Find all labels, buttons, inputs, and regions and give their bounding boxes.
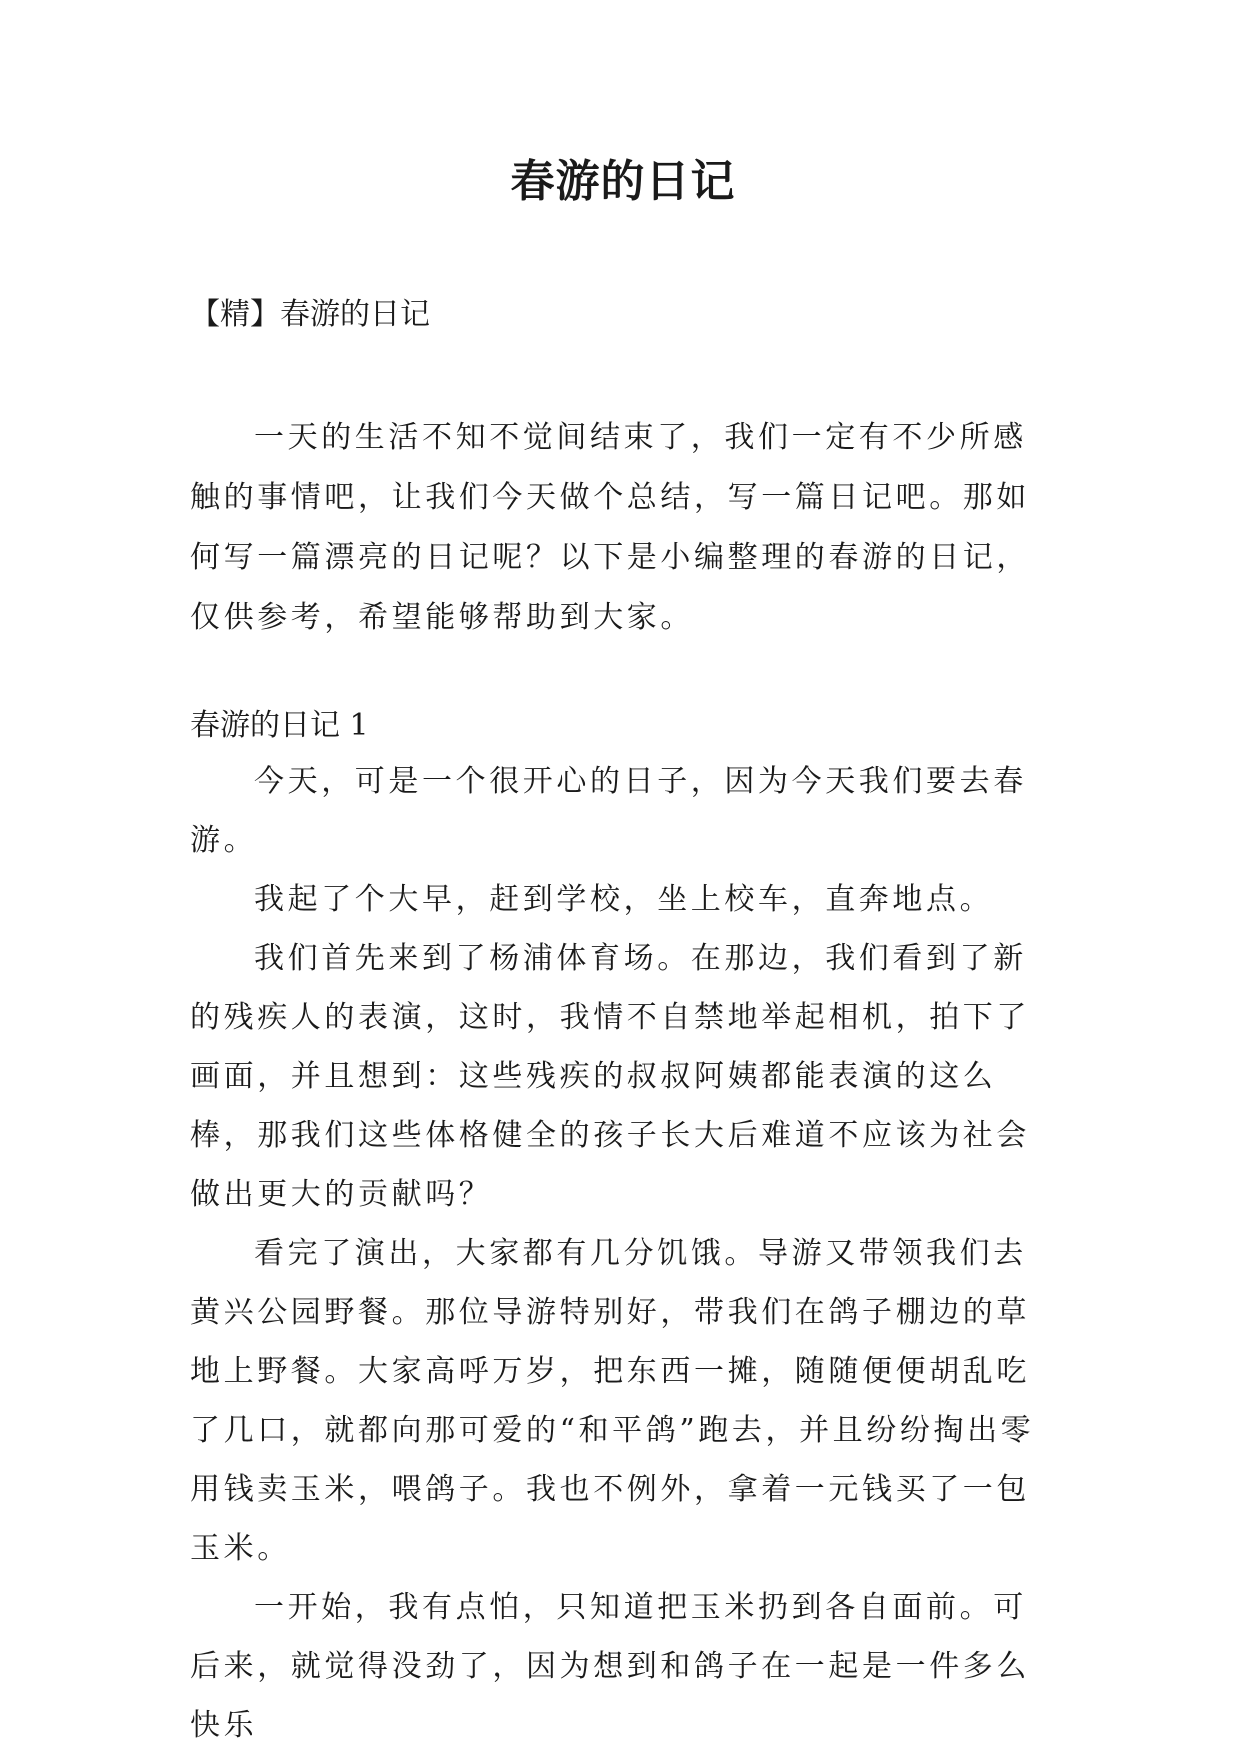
body-paragraph: 一开始，我有点怕，只知道把玉米扔到各自面前。可后来，就觉得没劲了，因为想到和鸽子在一起是一件多么快乐 [190, 1590, 1030, 1743]
body-paragraph: 看完了演出，大家都有几分饥饿。导游又带领我们去黄兴公园野餐。那位导游特别好，带我们在鸽子棚边的草地上野餐。大家高呼万岁，把东西一摊，随随便便胡乱吃了几口，就都向那可爱的“和平鸽”跑去，并且纷纷掏出零用钱卖玉米，喂鸽子。我也不例外，拿着一元钱买了一包玉米。 [190, 1236, 1035, 1566]
document-subtitle: 【精】春游的日记 [190, 297, 430, 332]
section-heading: 春游的日记 1 [190, 708, 369, 743]
body-paragraph: 我起了个大早，赶到学校，坐上校车，直奔地点。 [254, 882, 994, 917]
document-title: 春游的日记 [510, 156, 736, 207]
body-paragraph: 我们首先来到了杨浦体育场。在那边，我们看到了新的残疾人的表演，这时，我情不自禁地举起相机，拍下了画面，并且想到：这些残疾的叔叔阿姨都能表演的这么棒，那我们这些体格健全的孩子长大后难道不应该为社会做出更大的贡献吗？ [190, 941, 1030, 1212]
body-paragraph: 今天，可是一个很开心的日子，因为今天我们要去春游。 [190, 764, 1027, 858]
diary-body [190, 752, 1056, 1755]
intro-paragraph: 一天的生活不知不觉间结束了，我们一定有不少所感触的事情吧，让我们今天做个总结，写一篇日记吧。那如何写一篇漂亮的日记呢？以下是小编整理的春游的日记，仅供参考，希望能够帮助到大家。 [190, 420, 1030, 635]
